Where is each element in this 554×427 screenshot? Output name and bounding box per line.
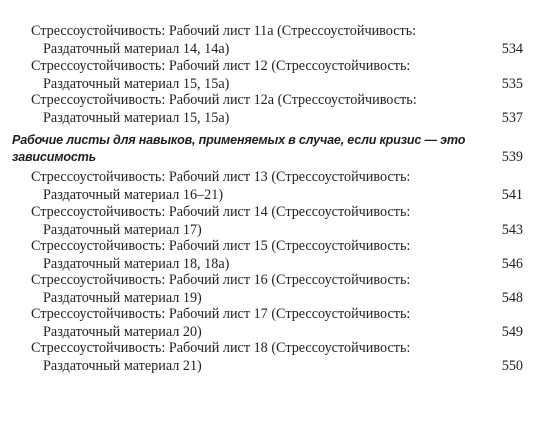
toc-entry-title: Стрессоустойчивость: Рабочий лист 11а (Стрессоустойчивость: — [31, 23, 417, 39]
toc-page-number: 539 — [501, 149, 523, 165]
toc-page-number: 543 — [501, 222, 523, 238]
toc-entry-title: Стрессоустойчивость: Рабочий лист 18 (Стрессоустойчивость: — [31, 340, 411, 356]
toc-entry-title: Стрессоустойчивость: Рабочий лист 15 (Стрессоустойчивость: — [31, 238, 411, 254]
toc-entry-subtitle: Раздаточный материал 14, 14а) — [43, 41, 230, 57]
toc-entry-title: Стрессоустойчивость: Рабочий лист 16 (Стрессоустойчивость: — [31, 272, 411, 288]
toc-entry-subtitle: Раздаточный материал 21) — [43, 358, 202, 374]
toc-entry-subtitle: Раздаточный материал 17) — [43, 222, 202, 238]
toc-page-number: 535 — [501, 76, 523, 92]
toc-entry-title: Стрессоустойчивость: Рабочий лист 12а (Стрессоустойчивость: — [31, 92, 417, 108]
section-heading-subtitle: зависимость — [12, 150, 96, 164]
toc-entry-title: Стрессоустойчивость: Рабочий лист 12 (Стрессоустойчивость: — [31, 58, 411, 74]
toc-page-number: 534 — [501, 41, 523, 57]
toc-page-number: 537 — [501, 110, 523, 126]
toc-entry-subtitle: Раздаточный материал 15, 15а) — [43, 110, 230, 126]
toc-page-number: 546 — [501, 256, 523, 272]
toc-entry-title: Стрессоустойчивость: Рабочий лист 13 (Стрессоустойчивость: — [31, 169, 411, 185]
toc-page-number: 550 — [501, 358, 523, 374]
toc-entry-title: Стрессоустойчивость: Рабочий лист 14 (Стрессоустойчивость: — [31, 204, 411, 220]
toc-page-number: 548 — [501, 290, 523, 306]
toc-page-number: 541 — [501, 187, 523, 203]
toc-entry-title: Стрессоустойчивость: Рабочий лист 17 (Стрессоустойчивость: — [31, 306, 411, 322]
section-heading-title: Рабочие листы для навыков, применяемых в случае, если кризис — это — [12, 133, 466, 147]
toc-entry-subtitle: Раздаточный материал 20) — [43, 324, 202, 340]
toc-entry-subtitle: Раздаточный материал 19) — [43, 290, 202, 306]
toc-entry-subtitle: Раздаточный материал 15, 15а) — [43, 76, 230, 92]
toc-page-number: 549 — [501, 324, 523, 340]
toc-entry-subtitle: Раздаточный материал 16–21) — [43, 187, 224, 203]
toc-entry-subtitle: Раздаточный материал 18, 18а) — [43, 256, 230, 272]
